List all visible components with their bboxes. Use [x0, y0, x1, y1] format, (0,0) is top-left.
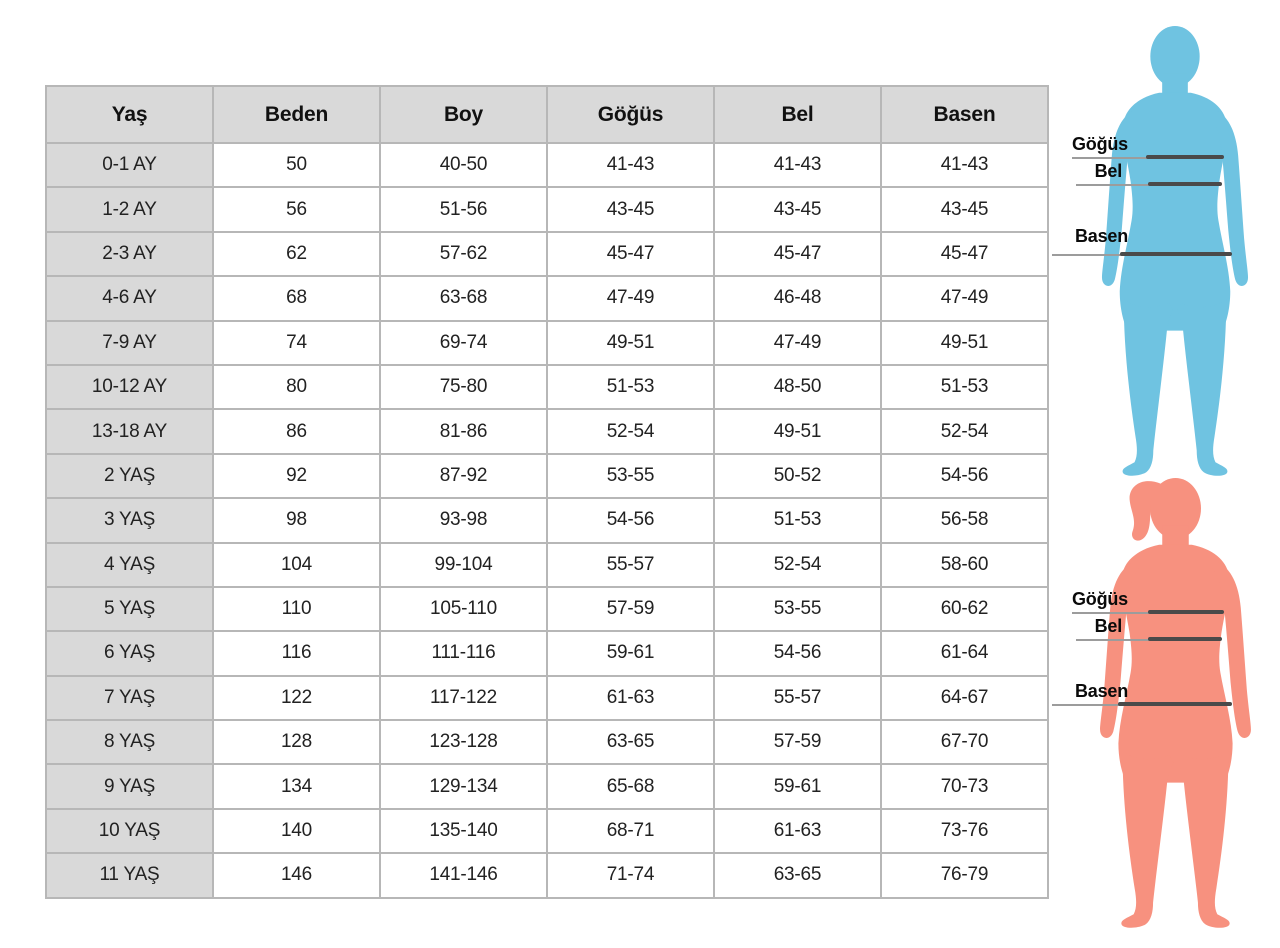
table-cell: 51-53	[714, 498, 881, 542]
bottom-waist-measure-line	[1148, 637, 1222, 641]
bottom-chest-label: Göğüs	[1072, 589, 1128, 609]
bottom-waist-leader-line	[1076, 639, 1150, 641]
top-waist-leader-line	[1076, 184, 1150, 186]
table-cell: 43-45	[714, 187, 881, 231]
table-cell: 54-56	[547, 498, 714, 542]
table-cell: 110	[213, 587, 380, 631]
table-cell: 116	[213, 631, 380, 675]
table-cell: 76-79	[881, 853, 1048, 897]
top-waist-measure-line	[1148, 182, 1222, 186]
table-row	[46, 454, 1048, 498]
table-cell: 140	[213, 809, 380, 853]
table-cell: 45-47	[714, 232, 881, 276]
table-cell: 65-68	[547, 764, 714, 808]
table-cell: 57-59	[547, 587, 714, 631]
table-row	[46, 631, 1048, 675]
row-header-cell: 11 YAŞ	[46, 853, 213, 897]
row-header-cell: 0-1 AY	[46, 143, 213, 187]
table-cell: 41-43	[881, 143, 1048, 187]
row-header-cell: 7-9 AY	[46, 321, 213, 365]
table-cell: 49-51	[714, 409, 881, 453]
table-row	[46, 276, 1048, 320]
body-figure-top	[1100, 24, 1250, 476]
bottom-hip-leader-line	[1052, 704, 1120, 706]
table-cell: 56-58	[881, 498, 1048, 542]
row-header-cell: 13-18 AY	[46, 409, 213, 453]
table-cell: 80	[213, 365, 380, 409]
table-cell: 111-116	[380, 631, 547, 675]
top-hip-leader-line	[1052, 254, 1122, 256]
col-header-size: Beden	[213, 86, 380, 143]
col-header-age: Yaş	[46, 86, 213, 143]
table-cell: 62	[213, 232, 380, 276]
top-hip-measure-line	[1120, 252, 1232, 256]
table-cell: 51-53	[881, 365, 1048, 409]
table-cell: 73-76	[881, 809, 1048, 853]
table-cell: 41-43	[714, 143, 881, 187]
table-cell: 56	[213, 187, 380, 231]
table-cell: 57-59	[714, 720, 881, 764]
table-cell: 49-51	[547, 321, 714, 365]
table-cell: 122	[213, 676, 380, 720]
table-cell: 43-45	[881, 187, 1048, 231]
table-cell: 49-51	[881, 321, 1048, 365]
col-header-chest: Göğüs	[547, 86, 714, 143]
table-cell: 71-74	[547, 853, 714, 897]
table-cell: 92	[213, 454, 380, 498]
top-chest-measure-line	[1146, 155, 1224, 159]
table-cell: 52-54	[881, 409, 1048, 453]
table-row	[46, 853, 1048, 897]
table-row	[46, 764, 1048, 808]
table-cell: 69-74	[380, 321, 547, 365]
row-header-cell: 8 YAŞ	[46, 720, 213, 764]
table-cell: 61-63	[547, 676, 714, 720]
table-cell: 128	[213, 720, 380, 764]
row-header-cell: 6 YAŞ	[46, 631, 213, 675]
silhouette-shape-top	[1102, 26, 1248, 476]
table-row	[46, 720, 1048, 764]
table-cell: 45-47	[547, 232, 714, 276]
table-cell: 59-61	[547, 631, 714, 675]
table-cell: 75-80	[380, 365, 547, 409]
size-table-header	[46, 86, 1048, 143]
table-cell: 60-62	[881, 587, 1048, 631]
table-cell: 43-45	[547, 187, 714, 231]
table-cell: 51-56	[380, 187, 547, 231]
table-cell: 55-57	[547, 543, 714, 587]
table-cell: 45-47	[881, 232, 1048, 276]
table-cell: 129-134	[380, 764, 547, 808]
table-cell: 57-62	[380, 232, 547, 276]
row-header-cell: 10-12 AY	[46, 365, 213, 409]
table-cell: 63-65	[547, 720, 714, 764]
table-cell: 74	[213, 321, 380, 365]
row-header-cell: 10 YAŞ	[46, 809, 213, 853]
top-waist-label: Bel	[1094, 161, 1122, 181]
bottom-chest-leader-line	[1072, 612, 1150, 614]
table-cell: 50-52	[714, 454, 881, 498]
row-header-cell: 2 YAŞ	[46, 454, 213, 498]
bottom-waist-label: Bel	[1094, 616, 1122, 636]
col-header-waist: Bel	[714, 86, 881, 143]
table-cell: 53-55	[714, 587, 881, 631]
table-row	[46, 321, 1048, 365]
table-cell: 134	[213, 764, 380, 808]
table-cell: 58-60	[881, 543, 1048, 587]
child-silhouette-svg	[1100, 24, 1250, 476]
table-cell: 47-49	[714, 321, 881, 365]
row-header-cell: 4-6 AY	[46, 276, 213, 320]
table-cell: 54-56	[714, 631, 881, 675]
table-cell: 40-50	[380, 143, 547, 187]
bottom-hip-label: Basen	[1074, 681, 1128, 701]
table-cell: 54-56	[881, 454, 1048, 498]
table-cell: 135-140	[380, 809, 547, 853]
row-header-cell: 4 YAŞ	[46, 543, 213, 587]
bottom-chest-measure-line	[1148, 610, 1224, 614]
top-hip-label: Basen	[1074, 226, 1128, 246]
table-cell: 63-68	[380, 276, 547, 320]
table-row	[46, 498, 1048, 542]
table-cell: 53-55	[547, 454, 714, 498]
table-cell: 93-98	[380, 498, 547, 542]
size-table-body	[46, 143, 1048, 898]
table-cell: 59-61	[714, 764, 881, 808]
table-cell: 87-92	[380, 454, 547, 498]
table-cell: 61-64	[881, 631, 1048, 675]
size-table	[45, 85, 1049, 899]
table-cell: 61-63	[714, 809, 881, 853]
table-row	[46, 543, 1048, 587]
table-cell: 47-49	[881, 276, 1048, 320]
table-cell: 50	[213, 143, 380, 187]
table-cell: 81-86	[380, 409, 547, 453]
table-cell: 52-54	[714, 543, 881, 587]
table-row	[46, 409, 1048, 453]
table-cell: 46-48	[714, 276, 881, 320]
col-header-height: Boy	[380, 86, 547, 143]
row-header-cell: 2-3 AY	[46, 232, 213, 276]
row-header-cell: 1-2 AY	[46, 187, 213, 231]
table-row	[46, 365, 1048, 409]
row-header-cell: 3 YAŞ	[46, 498, 213, 542]
table-cell: 48-50	[714, 365, 881, 409]
table-cell: 52-54	[547, 409, 714, 453]
table-cell: 55-57	[714, 676, 881, 720]
table-row	[46, 232, 1048, 276]
table-cell: 64-67	[881, 676, 1048, 720]
table-row	[46, 809, 1048, 853]
row-header-cell: 9 YAŞ	[46, 764, 213, 808]
table-cell: 47-49	[547, 276, 714, 320]
table-row	[46, 187, 1048, 231]
table-cell: 98	[213, 498, 380, 542]
table-cell: 67-70	[881, 720, 1048, 764]
top-chest-leader-line	[1072, 157, 1148, 159]
table-cell: 99-104	[380, 543, 547, 587]
table-cell: 86	[213, 409, 380, 453]
table-cell: 146	[213, 853, 380, 897]
table-cell: 68-71	[547, 809, 714, 853]
table-cell: 141-146	[380, 853, 547, 897]
table-row	[46, 676, 1048, 720]
row-header-cell: 5 YAŞ	[46, 587, 213, 631]
col-header-hip: Basen	[881, 86, 1048, 143]
header-row	[46, 86, 1048, 143]
row-header-cell: 7 YAŞ	[46, 676, 213, 720]
table-row	[46, 143, 1048, 187]
table-cell: 51-53	[547, 365, 714, 409]
table-cell: 104	[213, 543, 380, 587]
table-cell: 123-128	[380, 720, 547, 764]
top-chest-label: Göğüs	[1072, 134, 1128, 154]
table-row	[46, 587, 1048, 631]
bottom-hip-measure-line	[1118, 702, 1232, 706]
table-cell: 117-122	[380, 676, 547, 720]
table-cell: 70-73	[881, 764, 1048, 808]
table-cell: 68	[213, 276, 380, 320]
table-cell: 63-65	[714, 853, 881, 897]
table-cell: 105-110	[380, 587, 547, 631]
table-cell: 41-43	[547, 143, 714, 187]
